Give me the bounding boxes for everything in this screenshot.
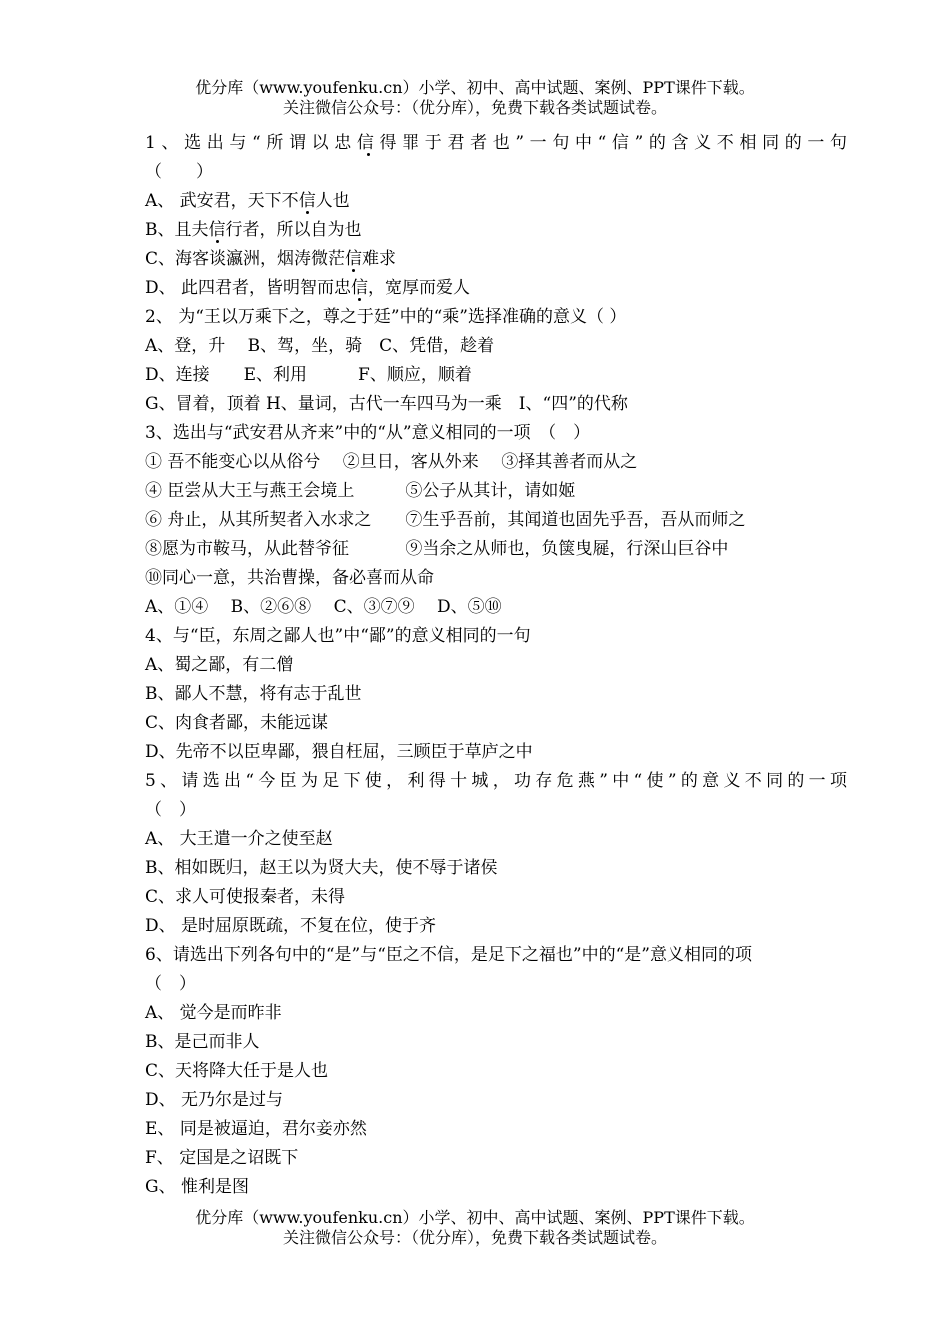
header-line-1: 优分库（www.youfenku.cn）小学、初中、高中试题、案例、PPT课件下载。 — [195, 78, 755, 97]
question-6-paren: （ ） — [145, 974, 196, 994]
question-3-line: ⑧愿为市鞍马，从此替爷征 ⑨当余之从师也，负箧曳屣，行深山巨谷中 — [145, 539, 729, 559]
question-3-line: ④ 臣尝从大王与燕王会境上 ⑤公子从其计，请如姬 — [145, 481, 576, 501]
question-1-option-a: A、 武安君，天下不信人也 — [145, 191, 350, 211]
question-5-option-a: A、 大王遣一介之使至赵 — [145, 829, 333, 849]
question-5-stem: 5、请选出“今臣为足下使，利得十城，功存危燕”中“使”的意义不同的一项 — [145, 771, 847, 791]
question-1-option-b: B、且夫信行者，所以自为也 — [145, 220, 362, 240]
question-6-option-f: F、 定国是之诏既下 — [145, 1148, 299, 1168]
question-6-option-b: B、是己而非人 — [145, 1032, 260, 1052]
question-3-line: ⑥ 舟止，从其所契者入水求之 ⑦生乎吾前，其闻道也固先乎吾，吾从而师之 — [145, 510, 746, 530]
document-body — [145, 129, 847, 1202]
question-6-option-d: D、 无乃尔是过与 — [145, 1090, 284, 1110]
page-footer — [0, 1208, 950, 1248]
footer-line-1: 优分库（www.youfenku.cn）小学、初中、高中试题、案例、PPT课件下载。 — [195, 1208, 755, 1227]
question-2-options-row-2: D、连接 E、利用 F、顺应，顺着 — [145, 365, 472, 385]
question-3-line: ⑩同心一意，共治曹操，备必喜而从命 — [145, 568, 434, 588]
question-6-stem: 6、请选出下列各句中的“是”与“臣之不信，是足下之福也”中的“是”意义相同的项 — [145, 945, 752, 965]
question-5-option-d: D、 是时屈原既疏，不复在位，使于齐 — [145, 916, 437, 936]
emphasis-char: 信 — [356, 133, 380, 153]
footer-line-2: 关注微信公众号：（优分库），免费下载各类试题试卷。 — [282, 1228, 667, 1247]
question-4-option-c: C、肉食者鄙，未能远谋 — [145, 713, 329, 733]
question-5-paren: （ ） — [145, 800, 196, 820]
question-1-option-d: D、 此四君者，皆明智而忠信，宽厚而爱人 — [145, 278, 471, 298]
question-1-option-c: C、海客谈瀛洲，烟涛微茫信难求 — [145, 249, 397, 269]
question-6-option-g: G、 惟利是图 — [145, 1177, 249, 1197]
question-2-options-row-1: A、登，升 B、驾，坐，骑 C、凭借，趁着 — [145, 336, 495, 356]
question-1-paren: （ ） — [145, 162, 213, 182]
question-4-option-a: A、蜀之鄙，有二僧 — [145, 655, 294, 675]
question-1-stem: 1、选出与“所谓以忠信得罪于君者也”一句中“信”的含义不相同的一句 — [145, 133, 847, 153]
question-5-option-c: C、求人可使报秦者，未得 — [145, 887, 346, 907]
question-4-option-d: D、先帝不以臣卑鄙，猥自枉屈，三顾臣于草庐之中 — [145, 742, 533, 762]
question-3-choices: A、①④ B、②⑥⑧ C、③⑦⑨ D、⑤⑩ — [145, 597, 502, 617]
question-2-options-row-3: G、冒着，顶着 H、量词，古代一车四马为一乘 I、“四”的代称 — [145, 394, 628, 414]
question-4-stem: 4、与“臣，东周之鄙人也”中“鄙”的意义相同的一句 — [145, 626, 531, 646]
question-5-option-b: B、相如既归，赵王以为贤大夫，使不辱于诸侯 — [145, 858, 498, 878]
question-6-option-e: E、 同是被逼迫，君尔妾亦然 — [145, 1119, 367, 1139]
question-3-line: ① 吾不能变心以从俗兮 ②旦日，客从外来 ③择其善者而从之 — [145, 452, 638, 472]
question-4-option-b: B、鄙人不慧，将有志于乱世 — [145, 684, 362, 704]
question-3-stem: 3、选出与“武安君从齐来”中的“从”意义相同的一项 （ ） — [145, 423, 591, 443]
question-6-option-c: C、天将降大任于是人也 — [145, 1061, 329, 1081]
header-line-2: 关注微信公众号：（优分库），免费下载各类试题试卷。 — [282, 98, 667, 117]
question-2-stem: 2、 为“王以万乘下之，尊之于廷”中的“乘”选择准确的意义（ ） — [145, 307, 627, 327]
page-header — [0, 78, 950, 118]
question-6-option-a: A、 觉今是而昨非 — [145, 1003, 282, 1023]
